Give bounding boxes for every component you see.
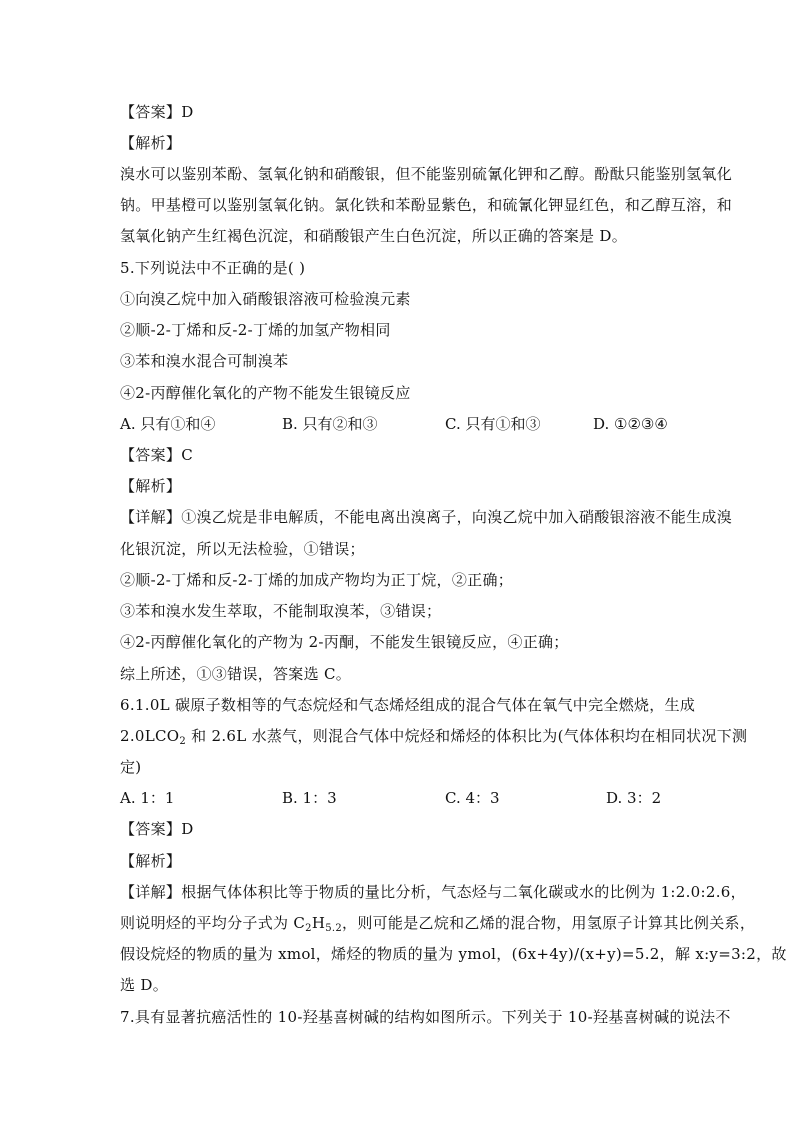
q5-option-c: C. 只有①和③ [445, 415, 541, 433]
q6-stem-line [120, 726, 747, 746]
q6-detail-subscript: 2 [305, 923, 312, 934]
q5-stem: 5.下列说法中不正确的是( ) [120, 259, 306, 277]
q6-option-c: C. 4：3 [445, 789, 500, 807]
q5-statement: ④2-丙醇催化氧化的产物不能发生银镜反应 [120, 384, 411, 402]
q5-detail-line: ③苯和溴水发生萃取，不能制取溴苯，③错误； [120, 602, 442, 620]
q6-option-d: D. 3：2 [606, 789, 662, 807]
q4-analysis-line: 氢氧化钠产生红褐色沉淀，和硝酸银产生白色沉淀，所以正确的答案是 D。 [120, 227, 627, 245]
q6-option-b: B. 1：3 [282, 789, 337, 807]
q5-analysis-heading: 【解析】 [120, 477, 182, 495]
q4-analysis-line: 溴水可以鉴别苯酚、氢氧化钠和硝酸银，但不能鉴别硫氰化钾和乙醇。酚酞只能鉴别氢氧化 [120, 165, 733, 183]
q5-detail-line: ②顺-2-丁烯和反-2-丁烯的加成产物均为正丁烷，②正确； [120, 571, 514, 589]
q5-detail-line: ④2-丙醇催化氧化的产物为 2-丙酮，不能发生银镜反应，④正确； [120, 633, 569, 651]
q6-detail-text: H [311, 914, 326, 932]
q4-analysis-heading: 【解析】 [120, 134, 182, 152]
q6-option-a: A. 1：1 [120, 789, 175, 807]
q5-option-d: D. ①②③④ [593, 415, 668, 433]
q6-analysis-heading: 【解析】 [120, 852, 182, 870]
q4-answer: 【答案】D [120, 103, 194, 121]
q6-stem-subscript: 2 [179, 736, 187, 747]
q6-detail-subscript: 5.2 [325, 923, 343, 934]
q6-answer: 【答案】D [120, 820, 194, 838]
q5-detail-line: 综上所述，①③错误，答案选 C。 [120, 665, 352, 683]
q5-statement: ③苯和溴水混合可制溴苯 [120, 352, 289, 370]
q6-stem-text: 2.0LCO [120, 727, 180, 745]
q5-option-b: B. 只有②和③ [282, 415, 378, 433]
q5-detail-line: 【详解】①溴乙烷是非电解质，不能电离出溴离子，向溴乙烷中加入硝酸银溶液不能生成溴 [120, 508, 733, 526]
q6-stem-line: 6.1.0L 碳原子数相等的气态烷烃和气态烯烃组成的混合气体在氧气中完全燃烧，生成 [120, 696, 696, 714]
q6-detail-text: 则说明烃的平均分子式为 C [120, 914, 306, 932]
q6-detail-text: ，则可能是乙烷和乙烯的混合物，用氢原子计算其比例关系， [342, 914, 756, 932]
q5-statement: ②顺-2-丁烯和反-2-丁烯的加氢产物相同 [120, 321, 391, 339]
q5-detail-line: 化银沉淀，所以无法检验，①错误； [120, 540, 365, 558]
q5-option-a: A. 只有①和④ [120, 415, 216, 433]
q6-detail-line: 选 D。 [120, 976, 168, 994]
q6-detail-line: 假设烷烃的物质的量为 xmol，烯烃的物质的量为 ymol，(6x+4y)/(x+y)=5.2，解 x:y=3:2，故 [120, 945, 787, 963]
q6-stem-text: 和 2.6L 水蒸气，则混合气体中烷烃和烯烃的体积比为(气体体积均在相同状况下测 [186, 727, 748, 745]
q5-statement: ①向溴乙烷中加入硝酸银溶液可检验溴元素 [120, 290, 411, 308]
q6-detail-line: 【详解】根据气体体积比等于物质的量比分析，气态烃与二氧化碳或水的比例为 1:2.0:2.6， [120, 883, 746, 901]
q5-answer: 【答案】C [120, 446, 193, 464]
q6-stem-line: 定) [120, 758, 142, 776]
q6-detail-line [120, 913, 755, 933]
q7-stem: 7.具有显著抗癌活性的 10-羟基喜树碱的结构如图所示。下列关于 10-羟基喜树碱的说法不 [120, 1008, 731, 1026]
q4-analysis-line: 钠。甲基橙可以鉴别氢氧化钠。氯化铁和苯酚显紫色，和硫氰化钾显红色，和乙醇互溶，和 [120, 196, 733, 214]
